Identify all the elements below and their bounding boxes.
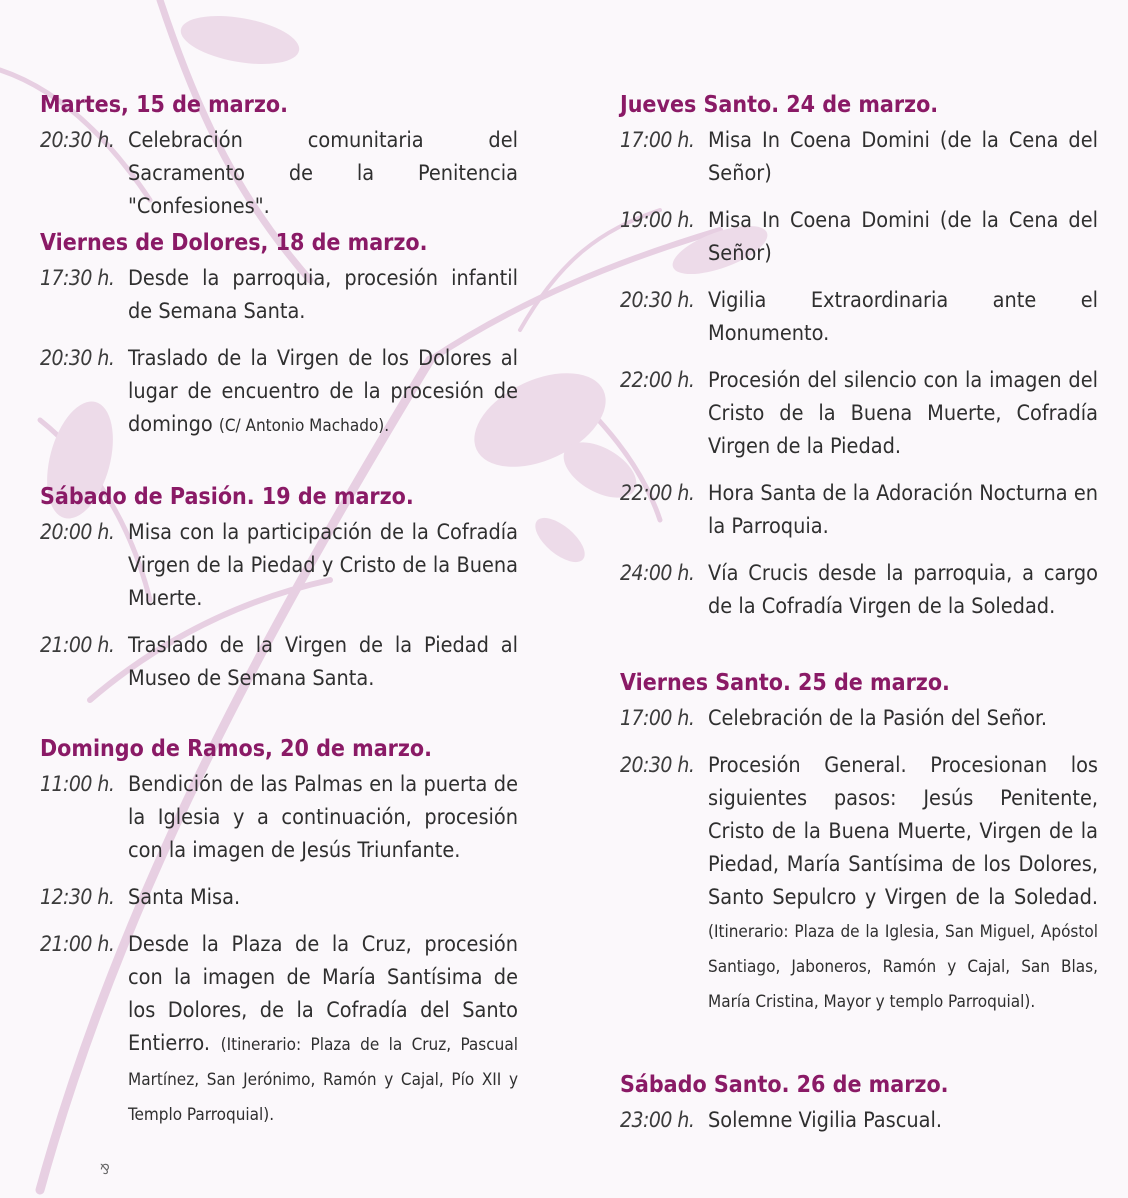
schedule-entry: [40, 342, 518, 443]
entry-time: 21:00 h.: [40, 633, 115, 657]
entry-time: 20:00 h.: [40, 520, 115, 544]
entry-description: [128, 342, 518, 443]
entry-time: 20:30 h.: [40, 346, 115, 370]
entry-time: 24:00 h.: [620, 561, 695, 585]
day-heading: Viernes Santo. 25 de marzo.: [620, 670, 950, 696]
entry-text: Celebración comunitaria del Sacramento de la Penitencia "Confesiones".: [128, 128, 518, 219]
entry-time: 21:00 h.: [40, 932, 115, 956]
day-heading: Sábado de Pasión. 19 de marzo.: [40, 484, 414, 510]
entry-note: (Itinerario: Plaza de la Iglesia, San Miguel, Apóstol Santiago, Jaboneros, Ramón y Cajal, San Blas, María Cristina, Mayor y templo Parroquial).: [708, 922, 1098, 1012]
day-heading: Jueves Santo. 24 de marzo.: [620, 92, 939, 118]
entry-text: Desde la parroquia, procesión infantil de Semana Santa.: [128, 266, 518, 324]
schedule-entry: [620, 749, 1098, 1019]
schedule-day-viernes-dolores: [40, 230, 518, 457]
entry-description: [128, 124, 518, 223]
schedule-day-viernes-santo: [620, 670, 1098, 1033]
entry-description: [708, 204, 1098, 270]
corner-mark-icon: ⅋: [100, 1162, 110, 1178]
entry-text: Solemne Vigilia Pascual.: [708, 1108, 942, 1133]
entry-time: 17:00 h.: [620, 706, 695, 730]
entry-description: [128, 768, 518, 867]
schedule-entry: [620, 477, 1098, 543]
entry-text: Vigilia Extraordinaria ante el Monumento.: [708, 288, 1098, 346]
schedule-entry: [620, 557, 1098, 623]
schedule-entry: [620, 284, 1098, 350]
entry-text: Celebración de la Pasión del Señor.: [708, 706, 1048, 731]
day-heading: Sábado Santo. 26 de marzo.: [620, 1072, 949, 1098]
day-heading: Martes, 15 de marzo.: [40, 92, 288, 118]
entry-description: [128, 629, 518, 695]
entry-description: [128, 262, 518, 328]
schedule-entry: [620, 204, 1098, 270]
entry-time: 20:30 h.: [620, 288, 695, 312]
entry-time: 20:30 h.: [40, 128, 115, 152]
schedule-entry: [40, 516, 518, 615]
schedule-entry: [620, 1104, 1098, 1137]
entry-time: 17:30 h.: [40, 266, 115, 290]
entry-time: 12:30 h.: [40, 885, 115, 909]
entry-note: (Itinerario: Plaza de la Cruz, Pascual Martínez, San Jerónimo, Ramón y Cajal, Pío XII y Templo Parroquial).: [128, 1035, 518, 1125]
entry-text: Misa In Coena Domini (de la Cena del Señor): [708, 128, 1098, 186]
entry-description: [128, 516, 518, 615]
entry-text: Vía Crucis desde la parroquia, a cargo de la Cofradía Virgen de la Soledad.: [708, 561, 1098, 619]
schedule-day-sabado-pasion: [40, 484, 518, 709]
entry-text: Hora Santa de la Adoración Nocturna en la Parroquia.: [708, 481, 1098, 539]
entry-text: Procesión del silencio con la imagen del Cristo de la Buena Muerte, Cofradía Virgen de la Piedad.: [708, 368, 1098, 459]
entry-description: [128, 928, 518, 1132]
entry-description: [708, 702, 1098, 735]
schedule-day-sabado-santo: [620, 1072, 1098, 1151]
entry-description: [708, 749, 1098, 1019]
entry-time: 11:00 h.: [40, 772, 115, 796]
schedule-entry: [620, 124, 1098, 190]
entry-description: [708, 557, 1098, 623]
entry-text: Traslado de la Virgen de la Piedad al Museo de Semana Santa.: [128, 633, 518, 691]
schedule-day-martes: [40, 92, 518, 237]
entry-time: 23:00 h.: [620, 1108, 695, 1132]
day-heading: Domingo de Ramos, 20 de marzo.: [40, 736, 433, 762]
entry-description: [708, 477, 1098, 543]
entry-text: Procesión General. Procesionan los siguientes pasos: Jesús Penitente, Cristo de la Buena Muerte, Virgen de la Piedad, María Santísima de los Dolores, Santo Sepulcro y Virgen de la Soledad.: [708, 753, 1098, 910]
entry-description: [708, 284, 1098, 350]
schedule-day-domingo-ramos: [40, 736, 518, 1146]
entry-text: Traslado de la Virgen de los Dolores al lugar de encuentro de la procesión de domingo: [128, 346, 518, 437]
entry-text: Misa con la participación de la Cofradía Virgen de la Piedad y Cristo de la Buena Muerte.: [128, 520, 518, 611]
entry-time: 19:00 h.: [620, 208, 695, 232]
entry-description: [708, 124, 1098, 190]
day-heading: Viernes de Dolores, 18 de marzo.: [40, 230, 428, 256]
entry-time: 20:30 h.: [620, 753, 695, 777]
entry-description: [708, 364, 1098, 463]
schedule-entry: [40, 928, 518, 1132]
schedule-entry: [620, 364, 1098, 463]
entry-text: Bendición de las Palmas en la puerta de la Iglesia y a continuación, procesión con la imagen de Jesús Triunfante.: [128, 772, 518, 863]
schedule-entry: [40, 881, 518, 914]
schedule-entry: [40, 124, 518, 223]
entry-text: Desde la Plaza de la Cruz, procesión con la imagen de María Santísima de los Dolores, de la Cofradía del Santo Entierro.: [128, 932, 518, 1056]
entry-description: [128, 881, 518, 914]
schedule-day-jueves-santo: [620, 92, 1098, 637]
entry-text: Santa Misa.: [128, 885, 241, 910]
entry-description: [708, 1104, 1098, 1137]
schedule-entry: [620, 702, 1098, 735]
schedule-entry: [40, 262, 518, 328]
schedule-entry: [40, 629, 518, 695]
entry-time: 22:00 h.: [620, 368, 695, 392]
schedule-entry: [40, 768, 518, 867]
entry-time: 17:00 h.: [620, 128, 695, 152]
entry-note: (C/ Antonio Machado).: [218, 416, 390, 436]
entry-text: Misa In Coena Domini (de la Cena del Señor): [708, 208, 1098, 266]
entry-time: 22:00 h.: [620, 481, 695, 505]
